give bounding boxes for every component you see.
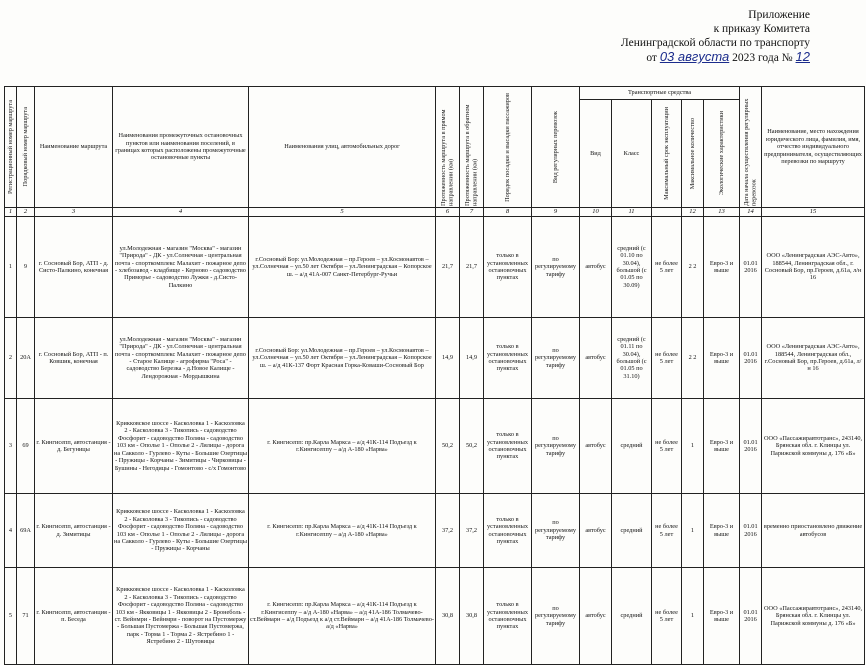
cell-name: г. Кингисепп, автостанция - д. Бегуницы	[35, 399, 113, 494]
cell-stops: ул.Молодежная - магазин "Москва" - магазин "Природа" - ДК - ул.Солнечная - центральная почта - спорткомплекс Малахит - пожарное депо - Старое Калище - агрофирма "Роса" - садоводство Березка - д.Новое Калище - Лендорожная - Мордышкина	[113, 318, 249, 399]
cell-carrier: ООО «Пассажиравтотранс», 243140, Брянская обл. г. Клинцы ул. Парижской коммуны д. 176 «Б»	[762, 568, 865, 665]
cell-reg: 5	[5, 568, 17, 665]
cell-reg: 1	[5, 217, 17, 318]
col-num: 8	[484, 208, 532, 217]
cell-boarding: только в установленных остановочных пунктах	[484, 217, 532, 318]
cell-name: г. Сосновый Бор, АТП - д. Систо-Палкино, конечная	[35, 217, 113, 318]
col-transport-kind: Вид регулярных перевозок	[532, 87, 580, 208]
cell-reg: 2	[5, 318, 17, 399]
cell-qty: 1	[682, 494, 704, 568]
cell-len-fwd: 14,9	[436, 318, 460, 399]
cell-kind: по регулируемому тарифу	[532, 217, 580, 318]
col-eco: Экологические характеристики	[704, 100, 740, 208]
cell-age: не более 5 лет	[652, 568, 682, 665]
cell-carrier: ООО «Пассажиравтотранс», 243140, Брянская обл. г. Клинцы ул. Парижской коммуны д. 176 «Б»	[762, 399, 865, 494]
col-length-back: Протяженность маршрута в обратном направлении (км)	[460, 87, 484, 208]
cell-streets: г. Кингисепп: пр.Карла Маркса – а/д 41К-114 Подъезд к г.Кингисеппу – а/д А-180 «Нарва»	[249, 399, 436, 494]
cell-len-back: 30,8	[460, 568, 484, 665]
cell-reg: 3	[5, 399, 17, 494]
table-row	[5, 494, 865, 568]
cell-qty: 2 2	[682, 318, 704, 399]
cell-eco: Евро-3 и выше	[704, 399, 740, 494]
col-num: 1	[5, 208, 17, 217]
date-line	[621, 50, 810, 65]
cell-name: г. Кингисепп, автостанция - п. Беседа	[35, 568, 113, 665]
col-num	[652, 208, 682, 217]
cell-qty: 2 2	[682, 217, 704, 318]
table-row	[5, 399, 865, 494]
cell-num: 9	[17, 217, 35, 318]
cell-age: не более 5 лет	[652, 494, 682, 568]
cell-num: 69	[17, 399, 35, 494]
cell-num: 69А	[17, 494, 35, 568]
cell-kind: по регулируемому тарифу	[532, 494, 580, 568]
cell-kind: по регулируемому тарифу	[532, 568, 580, 665]
cell-eco: Евро-3 и выше	[704, 494, 740, 568]
cell-vtype: автобус	[580, 318, 612, 399]
cell-streets: г. Кингисепп: пр.Карла Маркса – а/д 41К-114 Подъезд к г.Кингисеппу – а/д А-180 «Нарва»	[249, 494, 436, 568]
cell-stops: Крикковское шоссе - Касколовка 1 - Касколовка 2 - Касколовка 3 - Тикопись - садоводство Фосфорит - садоводство Поляна - садоводство 103 км - Якковицы 1 - Якковицы 2 - Бронеболь - ст. Вейнмри - Вейнмри - поворот на Пустомержу - Большая Пустомержа - Большая Пустомержа, парк - Торма 1 - Торма 2 - Ястребино 1 - Ястребино 2 - Шутовицы	[113, 568, 249, 665]
cell-boarding: только в установленных остановочных пунктах	[484, 318, 532, 399]
cell-carrier: ООО «Ленинградская АЭС-Авто», 188544, Ленинградская обл., г. Сосновый Бор, пр.Героев, д.61а, л/н 16	[762, 217, 865, 318]
header-row-1	[5, 87, 865, 100]
cell-reg: 4	[5, 494, 17, 568]
cell-kind: по регулируемому тарифу	[532, 318, 580, 399]
cell-len-back: 50,2	[460, 399, 484, 494]
col-num: 15	[762, 208, 865, 217]
cell-start: 01.01 2016	[740, 399, 762, 494]
col-num: 2	[17, 208, 35, 217]
cell-len-back: 21,7	[460, 217, 484, 318]
cell-len-back: 14,9	[460, 318, 484, 399]
col-num: 4	[113, 208, 249, 217]
cell-vclass: средний (с 01.11 по 30.04), большой (с 01.05 по 31.10)	[612, 318, 652, 399]
col-order-number: Порядковый номер маршрута	[17, 87, 35, 208]
order-ref-line: к приказу Комитета	[713, 23, 810, 35]
committee-line: Ленинградской области по транспорту	[620, 37, 810, 49]
cell-carrier: временно приостановлено движение автобусов	[762, 494, 865, 568]
cell-boarding: только в установленных остановочных пунктах	[484, 399, 532, 494]
col-reg-number: Регистрационный номер маршрута	[5, 87, 17, 208]
col-transport-group: Транспортные средства	[580, 87, 740, 100]
col-max-qty: Максимальное количество	[682, 100, 704, 208]
cell-eco: Евро-3 и выше	[704, 568, 740, 665]
handwritten-date: 03 августа	[659, 49, 730, 64]
cell-vclass: средний	[612, 568, 652, 665]
table-row	[5, 568, 865, 665]
cell-age: не более 5 лет	[652, 217, 682, 318]
col-start-date: Дата начала осуществления регулярных перевозок	[740, 87, 762, 208]
cell-start: 01.01 2016	[740, 318, 762, 399]
cell-boarding: только в установленных остановочных пунктах	[484, 568, 532, 665]
col-streets: Наименования улиц, автомобильных дорог	[249, 87, 436, 208]
cell-age: не более 5 лет	[652, 318, 682, 399]
col-num: 10	[580, 208, 612, 217]
appendix-label: Приложение	[748, 9, 810, 21]
col-num: 13	[704, 208, 740, 217]
cell-num: 71	[17, 568, 35, 665]
col-num: 9	[532, 208, 580, 217]
cell-vclass: средний (с 01.10 по 30.04), большой (с 01.05 по 30.09)	[612, 217, 652, 318]
cell-qty: 1	[682, 399, 704, 494]
cell-streets: г.Сосновый Бор: ул.Молодежная – пр.Героев – ул.Космонавтов – ул.Солнечная – ул.50 лет Октября – ул.Ленинградская – Копорское ш. – а/д 41К-137 Форт Красная Горка-Коваши-Сосновый Бор	[249, 318, 436, 399]
column-numbers-row	[5, 208, 865, 217]
cell-vclass: средний	[612, 494, 652, 568]
col-route-name: Наименование маршрута	[35, 87, 113, 208]
table-row	[5, 318, 865, 399]
col-stops: Наименования промежуточных остановочных пунктов или наименования поселений, в границах которых расположены промежуточные остановочные пункты	[113, 87, 249, 208]
cell-carrier: ООО «Ленинградская АЭС-Авто», 188544, Ленинградская обл., г.Сосновый Бор, пр.Героев, д.61а, л/н 16	[762, 318, 865, 399]
cell-qty: 1	[682, 568, 704, 665]
cell-vtype: автобус	[580, 568, 612, 665]
cell-vtype: автобус	[580, 494, 612, 568]
cell-name: г. Кингисепп, автостанция - д. Зимитицы	[35, 494, 113, 568]
handwritten-number: 12	[795, 49, 810, 64]
table-row	[5, 217, 865, 318]
cell-stops: Крикковское шоссе - Касколовка 1 - Касколовка 2 - Касколовка 3 - Тикопись - садоводство Фосфорит - садоводство Поляна - садоводство 103 км - Ополье 1 - Ополье 2 - Лялицы - дорога на Сакколо - Гурлево - Куты - Большие Озертицы - Пружицы - Корчаны - Зимитицы - Чирковицы - Бушины - Негодицы - Гомонтово - с/х Гомонтово	[113, 399, 249, 494]
cell-eco: Евро-3 и выше	[704, 318, 740, 399]
col-num: 7	[460, 208, 484, 217]
cell-streets: г. Кингисепп: пр.Карла Маркса – а/д 41К-114 Подъезд к г.Кингисеппу – а/д А-180 «Нарва» – а/д 41А-186 Толмачево-ст.Веймарн – а/д Подъезд к а/д ст.Веймарн – а/д 41А-186 Толмачево-а/д «Нарва»	[249, 568, 436, 665]
cell-vclass: средний	[612, 399, 652, 494]
date-year: 2023 года №	[732, 52, 793, 64]
cell-len-fwd: 37,2	[436, 494, 460, 568]
cell-vtype: автобус	[580, 217, 612, 318]
col-num: 3	[35, 208, 113, 217]
cell-start: 01.01 2016	[740, 217, 762, 318]
cell-len-fwd: 30,8	[436, 568, 460, 665]
cell-stops: ул.Молодежная - магазин "Москва" - магазин "Природа" - ДК - ул.Солнечная - центральная почта - спорткомплекс Малахит - пожарное депо - хлебозавод - кладбище - Керново - садоводство Приморье - садоводство Лужки - д.Систо-Палкино	[113, 217, 249, 318]
col-carrier: Наименование, место нахождения юридического лица, фамилия, имя, отчество индивидуального предпринимателя, осуществляющих перевозки по маршруту	[762, 87, 865, 208]
cell-boarding: только в установленных остановочных пунктах	[484, 494, 532, 568]
col-num: 6	[436, 208, 460, 217]
cell-streets: г.Сосновый Бор: ул.Молодежная – пр.Героев – ул.Космонавтов – ул.Солнечная – ул.50 лет Октября – ул.Ленинградская – Копорское ш. – а/д 41А-007 Санкт-Петербург-Ручьи	[249, 217, 436, 318]
col-boarding: Порядок посадки и высадки пассажиров	[484, 87, 532, 208]
col-vehicle-type: Вид	[580, 100, 612, 208]
cell-len-back: 37,2	[460, 494, 484, 568]
col-num: 11	[612, 208, 652, 217]
col-vehicle-class: Класс	[612, 100, 652, 208]
col-length-forward: Протяженность маршрута в прямом направлении (км)	[436, 87, 460, 208]
col-num: 12	[682, 208, 704, 217]
cell-start: 01.01 2016	[740, 568, 762, 665]
cell-age: не более 5 лет	[652, 399, 682, 494]
document-header	[621, 8, 810, 65]
date-prefix: от	[646, 52, 657, 64]
col-num: 5	[249, 208, 436, 217]
cell-eco: Евро-3 и выше	[704, 217, 740, 318]
col-max-age: Максимальный срок эксплуатации	[652, 100, 682, 208]
routes-register-table	[4, 86, 865, 665]
cell-name: г. Сосновый Бор, АТП - п. Ковшик, конечная	[35, 318, 113, 399]
col-num: 14	[740, 208, 762, 217]
cell-start: 01.01 2016	[740, 494, 762, 568]
cell-vtype: автобус	[580, 399, 612, 494]
cell-kind: по регулируемому тарифу	[532, 399, 580, 494]
cell-num: 20А	[17, 318, 35, 399]
cell-len-fwd: 50,2	[436, 399, 460, 494]
cell-stops: Крикковское шоссе - Касколовка 1 - Касколовка 2 - Касколовка 3 - Тикопись - садоводство Фосфорит - садоводство Поляна - садоводство 103 км - Ополье 1 - Ополье 2 - Лялицы - дорога на Сакколо - Гурлево - Куты - Большие Озертицы - Пружицы - Корчаны	[113, 494, 249, 568]
cell-len-fwd: 21,7	[436, 217, 460, 318]
